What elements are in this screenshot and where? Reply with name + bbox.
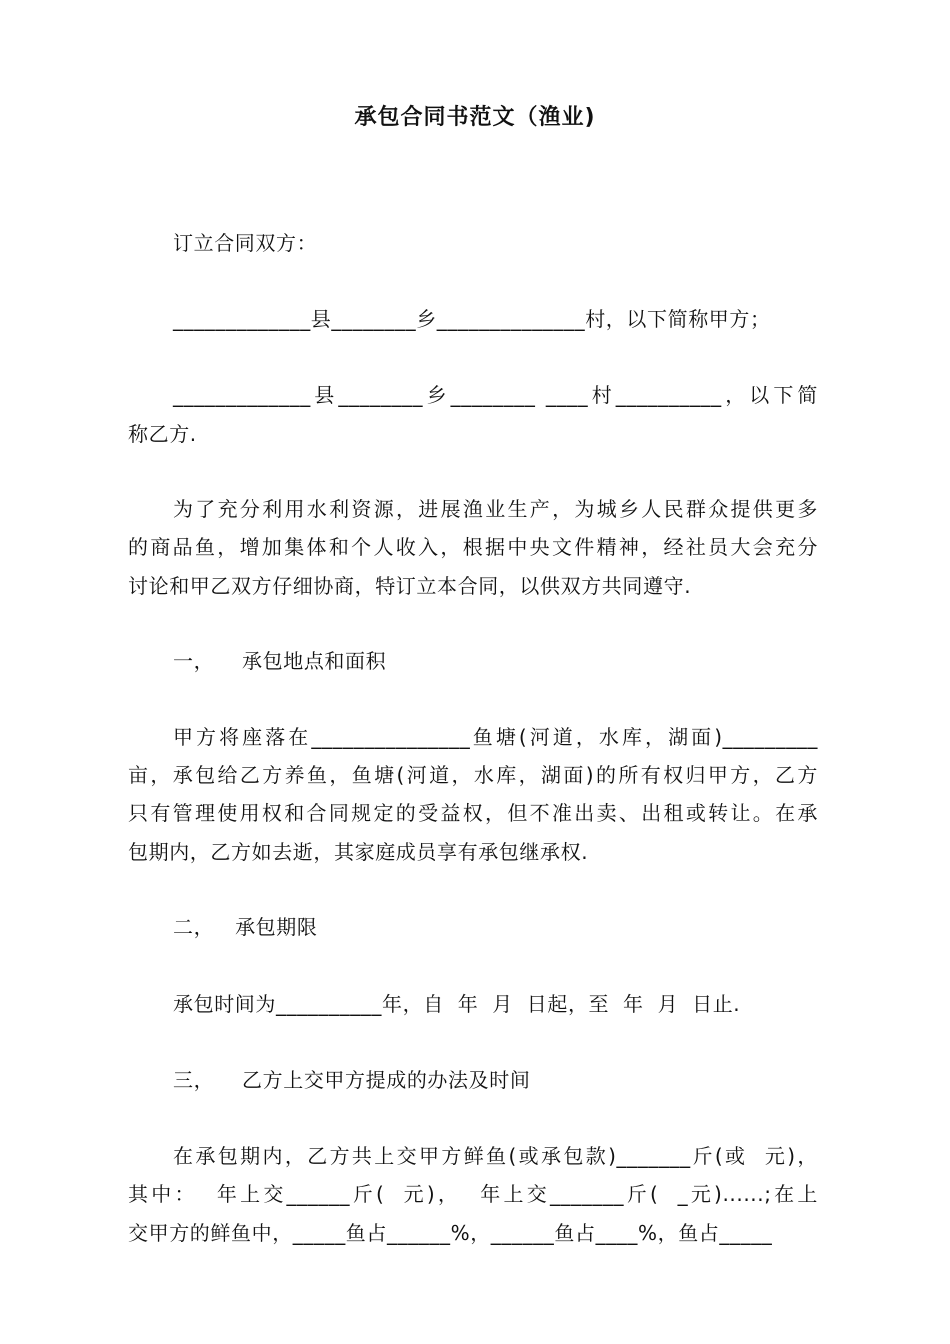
section-1-paragraph-line: 包期内，乙方如去逝，其家庭成员享有承包继承权. (128, 840, 589, 864)
section-3-paragraph-line: 交甲方的鲜鱼中，_____鱼占______%，______鱼占____%，鱼占_____ (128, 1221, 773, 1245)
purpose-paragraph-line: 为了充分利用水利资源，进展渔业生产，为城乡人民群众提供更多 (173, 497, 818, 521)
section-3-paragraph-line: 在承包期内，乙方共上交甲方鲜鱼(或承包款)_______斤(或 元)， (173, 1144, 818, 1168)
purpose-paragraph-line: 讨论和甲乙双方仔细协商，特订立本合同，以供双方共同遵守. (128, 574, 692, 598)
section-3-paragraph-line: 其中： 年上交______斤( 元)， 年上交_______斤( _元)......;在上 (128, 1182, 818, 1206)
document-title: 承包合同书范文（渔业) (354, 105, 596, 130)
party-b-line: _____________县________乡________ ____村__________，以下简 (173, 383, 818, 407)
section-1-paragraph-line: 甲方将座落在_______________鱼塘(河道，水库，湖面)_________ (173, 725, 818, 749)
section-2-heading: 二， 承包期限 (173, 915, 318, 939)
section-1-heading: 一， 承包地点和面积 (173, 649, 387, 673)
section-2-paragraph: 承包时间为__________年，自 年 月 日起，至 年 月 日止. (173, 992, 741, 1016)
section-1-paragraph-line: 只有管理使用权和合同规定的受益权，但不准出卖、出租或转让。在承 (128, 801, 818, 825)
purpose-paragraph-line: 的商品鱼，增加集体和个人收入，根据中央文件精神，经社员大会充分 (128, 535, 818, 559)
party-b-line-cont: 称乙方. (128, 422, 197, 446)
party-a-line: _____________县________乡______________村，以下简称甲方； (173, 307, 771, 331)
section-3-heading: 三， 乙方上交甲方提成的办法及时间 (173, 1068, 531, 1092)
section-1-paragraph-line: 亩，承包给乙方养鱼，鱼塘(河道，水库，湖面)的所有权归甲方，乙方 (128, 763, 818, 787)
parties-heading: 订立合同双方： (173, 231, 318, 255)
